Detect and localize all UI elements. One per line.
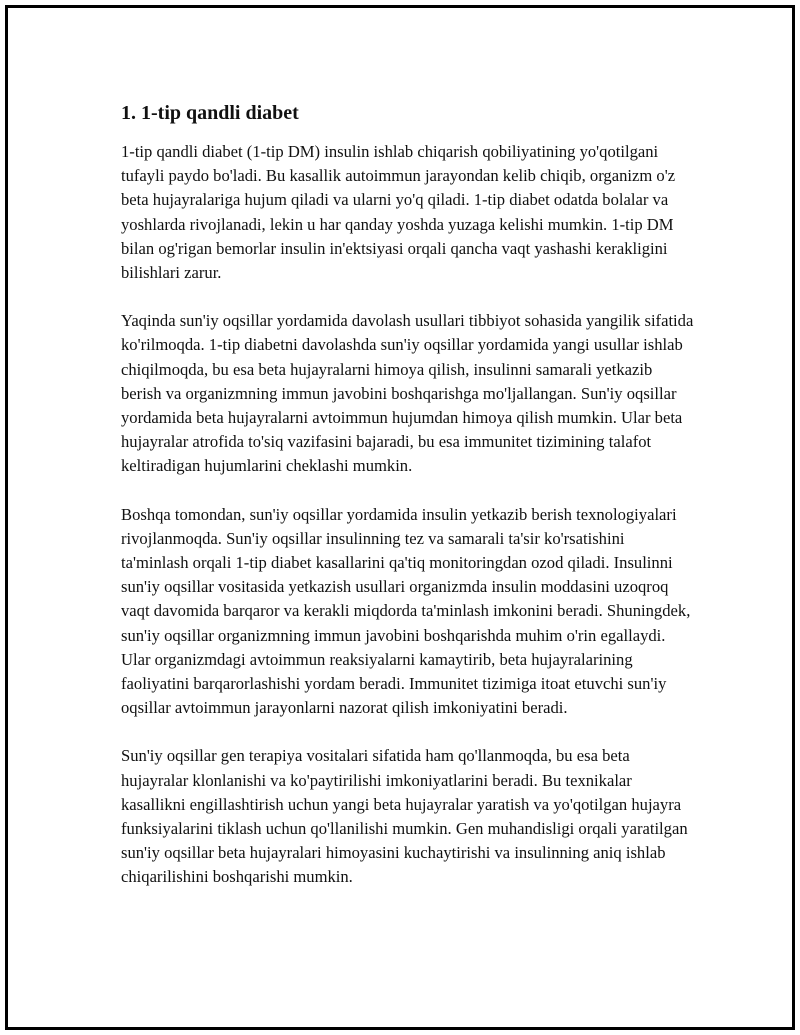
paragraph-4: Sun'iy oqsillar gen terapiya vositalari sifatida ham qo'llanmoqda, bu esa beta hujayralar klonlanishi va ko'paytirilishi imkoniyatlarini beradi. Bu texnikalar kasallikni engillashtirish uchun yangi beta hujayralar yaratish va yo'qotilgan hujayra funksiyalarini tiklash uchun qo'llanilishi mumkin. Gen muhandisligi orqali yaratilgan sun'iy oqsillar beta hujayralari himoyasini kuchaytirishi va insulinning aniq ishlab chiqarilishini boshqarishi mumkin. xyxy=(121,746,688,887)
document-body xyxy=(121,100,695,914)
paragraph-1: 1-tip qandli diabet (1-tip DM) insulin ishlab chiqarish qobiliyatining yo'qotilgani tufayli paydo bo'ladi. Bu kasallik autoimmun jarayondan kelib chiqib, organizm o'z beta hujayralariga hujum qiladi va ularni yo'q qiladi. 1-tip diabet odatda bolalar va yoshlarda rivojlanadi, lekin u har qanday yoshda yuzaga kelishi mumkin. 1-tip DM bilan og'rigan bemorlar insulin in'ektsiyasi orqali qancha vaqt yashashi kerakligini bilishlari zarur. xyxy=(121,142,676,283)
paragraph-2: Yaqinda sun'iy oqsillar yordamida davolash usullari tibbiyot sohasida yangilik sifatida ko'rilmoqda. 1-tip diabetni davolashda sun'iy oqsillar yordamida yangi usullar ishlab chiqilmoqda, bu esa beta hujayralarni himoya qilish, insulinni samarali yetkazib berish va organizmning immun javobini boshqarishga mo'ljallangan. Sun'iy oqsillar yordamida beta hujayralarni avtoimmun hujumdan himoya qilish mumkin. Ular beta hujayralar atrofida to'siq vazifasini bajaradi, bu esa immunitet tizimining talafot keltiradigan hujumlarini cheklashi mumkin. xyxy=(121,311,694,476)
section-heading: 1. 1-tip qandli diabet xyxy=(121,102,299,124)
page-border xyxy=(5,5,795,1030)
paragraph-3: Boshqa tomondan, sun'iy oqsillar yordamida insulin yetkazib berish texnologiyalari rivojlanmoqda. Sun'iy oqsillar insulinning tez va samarali ta'sir ko'rsatishini ta'minlash orqali 1-tip diabet kasallarini qa'tiq monitoringdan ozod qiladi. Insulinni sun'iy oqsillar vositasida yetkazish usullari organizmda insulin moddasini uzoqroq vaqt davomida barqaror va kerakli miqdorda ta'minlash imkonini beradi. Shuningdek, sun'iy oqsillar organizmning immun javobini boshqarishda muhim o'rin egallaydi. Ular organizmdagi avtoimmun reaksiyalarni kamaytirib, beta hujayralarining faoliyatini barqarorlashishi yordam beradi. Immunitet tizimiga itoat etuvchi sun'iy oqsillar avtoimmun jarayonlarni nazorat qilish imkoniyatini beradi. xyxy=(121,504,691,718)
